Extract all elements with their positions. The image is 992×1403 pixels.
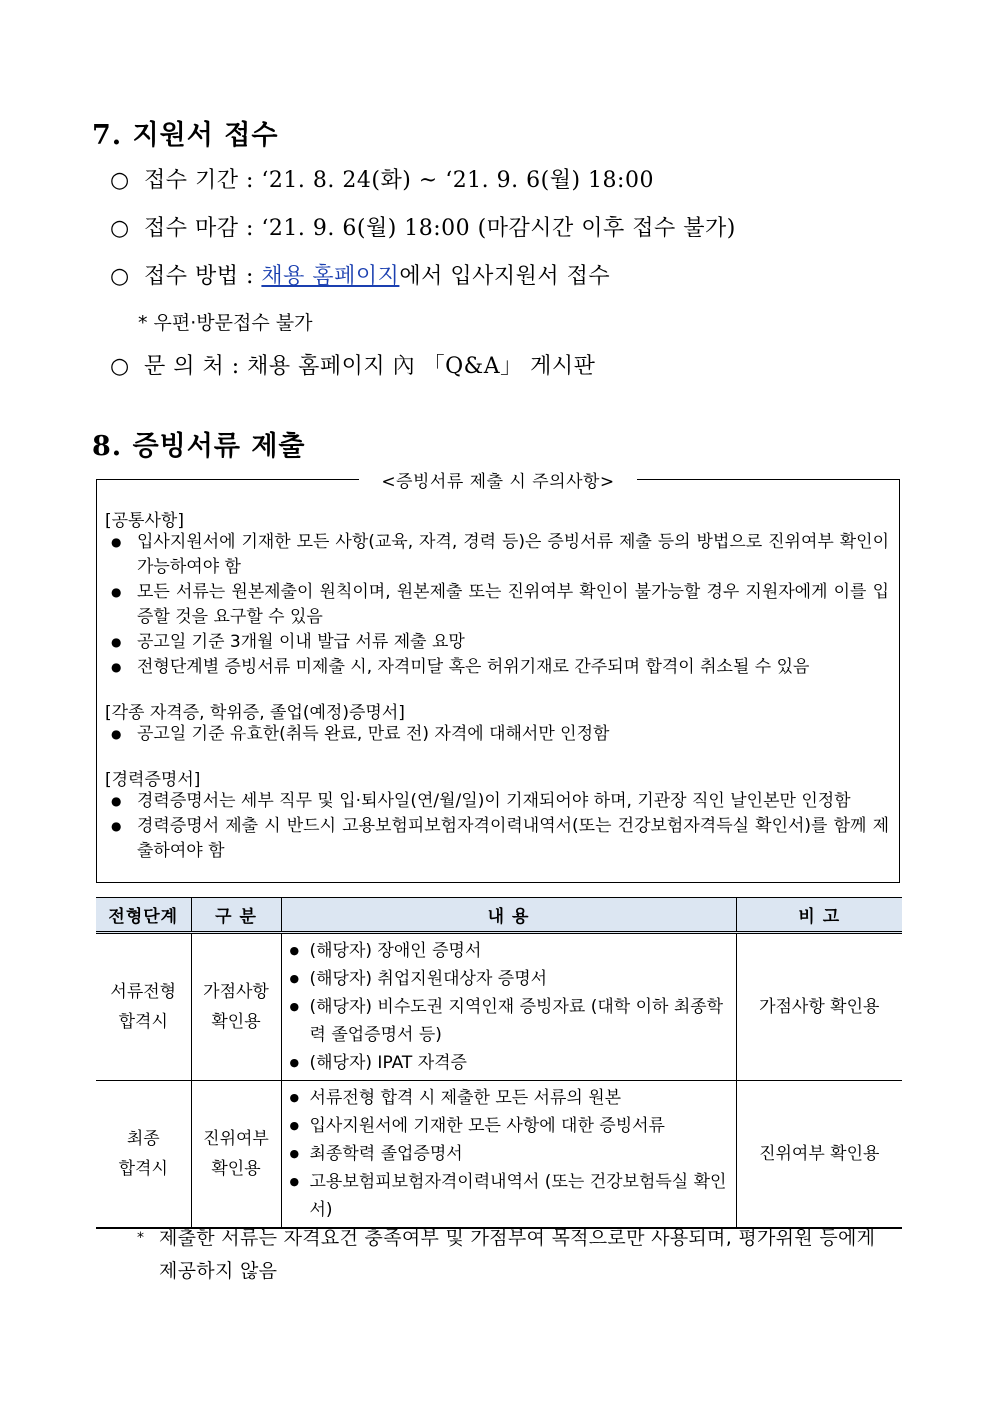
list-item: ● 서류전형 합격 시 제출한 모든 서류의 원본 <box>286 1084 732 1112</box>
list-item: ● (해당자) IPAT 자격증 <box>286 1049 732 1077</box>
stage-cell: 최종 합격시 <box>96 1081 191 1229</box>
table-row <box>96 1081 902 1229</box>
documents-table <box>96 897 902 1229</box>
common-heading: [공통사항] <box>105 511 184 531</box>
contents-cell <box>281 933 736 1081</box>
receipt-period-line <box>110 163 654 194</box>
circle-bullet-icon: ○ <box>110 216 130 241</box>
list-item: ● 고용보험피보험자격이력내역서 (또는 건강보험득실 확인서) <box>286 1168 732 1224</box>
career-list <box>109 789 889 864</box>
receipt-period-value: ‘21. 8. 24(화) ~ ‘21. 9. 6(월) 18:00 <box>261 168 654 193</box>
receipt-deadline-line <box>110 211 736 242</box>
header-contents: 내 용 <box>281 898 736 933</box>
list-item: ● (해당자) 비수도권 지역인재 증빙자료 (대학 이하 최종학력 졸업증명서 등) <box>286 993 732 1049</box>
inquiry-value: 채용 홈페이지 內 「Q&A」 게시판 <box>247 354 596 379</box>
circle-bullet-icon: ○ <box>110 354 130 379</box>
list-item: ● (해당자) 취업지원대상자 증명서 <box>286 965 732 993</box>
footnote-text: 제출한 서류는 자격요건 충족여부 및 가점부여 목적으로만 사용되며, 평가위원 등에게 제공하지 않음 <box>159 1227 876 1282</box>
list-item: ● 최종학력 졸업증명서 <box>286 1140 732 1168</box>
inquiry-label: 문 의 처 : <box>144 354 248 379</box>
list-item: ● 전형단계별 증빙서류 미제출 시, 자격미달 혹은 허위기재로 간주되며 합격이 취소될 수 있음 <box>109 655 889 680</box>
category-cell: 진위여부 확인용 <box>191 1081 281 1229</box>
list-item: ● 경력증명서 제출 시 반드시 고용보험피보험자격이력내역서(또는 건강보험자격득실 확인서)를 함께 제출하여야 함 <box>109 814 889 864</box>
receipt-method-value: 에서 입사지원서 접수 <box>399 264 611 289</box>
stage-cell: 서류전형 합격시 <box>96 933 191 1081</box>
list-item: ● (해당자) 장애인 증명서 <box>286 937 732 965</box>
category-cell: 가점사항 확인용 <box>191 933 281 1081</box>
precautions-box <box>96 472 900 883</box>
table-row <box>96 933 902 1081</box>
footnote-mark: * <box>137 1230 145 1246</box>
header-note: 비 고 <box>736 898 902 933</box>
contents-cell <box>281 1081 736 1229</box>
list-item: ● 공고일 기준 3개월 이내 발급 서류 제출 요망 <box>109 630 889 655</box>
list-item: ● 입사지원서에 기재한 모든 사항에 대한 증빙서류 <box>286 1112 732 1140</box>
header-category: 구 분 <box>191 898 281 933</box>
certs-list <box>109 722 889 747</box>
circle-bullet-icon: ○ <box>110 168 130 193</box>
section-8-title: 8. 증빙서류 제출 <box>92 431 306 462</box>
list-item: ● 공고일 기준 유효한(취득 완료, 만료 전) 자격에 대해서만 인정함 <box>109 722 889 747</box>
list-item: ● 경력증명서는 세부 직무 및 입·퇴사일(연/월/일)이 기재되어야 하며, 기관장 직인 날인본만 인정함 <box>109 789 889 814</box>
section-7-title: 7. 지원서 접수 <box>92 120 279 151</box>
career-heading: [경력증명서] <box>105 770 201 790</box>
receipt-deadline-label: 접수 마감 : <box>144 216 262 241</box>
inquiry-line <box>110 349 595 380</box>
list-item: ● 모든 서류는 원본제출이 원칙이며, 원본제출 또는 진위여부 확인이 불가능할 경우 지원자에게 이를 입증할 것을 요구할 수 있음 <box>109 580 889 630</box>
no-mail-visit-note: * 우편·방문접수 불가 <box>138 312 313 334</box>
receipt-deadline-value: ‘21. 9. 6(월) 18:00 (마감시간 이후 접수 불가) <box>261 216 736 241</box>
receipt-method-label: 접수 방법 : <box>144 264 262 289</box>
recruit-homepage-link[interactable]: 채용 홈페이지 <box>261 264 400 289</box>
header-stage: 전형단계 <box>96 898 191 933</box>
list-item: ● 입사지원서에 기재한 모든 사항(교육, 자격, 경력 등)은 증빙서류 제출 등의 방법으로 진위여부 확인이 가능하여야 함 <box>109 530 889 580</box>
receipt-period-label: 접수 기간 : <box>144 168 262 193</box>
certs-heading: [각종 자격증, 학위증, 졸업(예정)증명서] <box>105 703 405 723</box>
footnote <box>137 1222 900 1288</box>
note-cell: 진위여부 확인용 <box>736 1081 902 1229</box>
precautions-box-title: <증빙서류 제출 시 주의사항> <box>359 472 636 492</box>
note-cell: 가점사항 확인용 <box>736 933 902 1081</box>
circle-bullet-icon: ○ <box>110 264 130 289</box>
common-list <box>109 530 889 680</box>
receipt-method-line <box>110 259 610 290</box>
